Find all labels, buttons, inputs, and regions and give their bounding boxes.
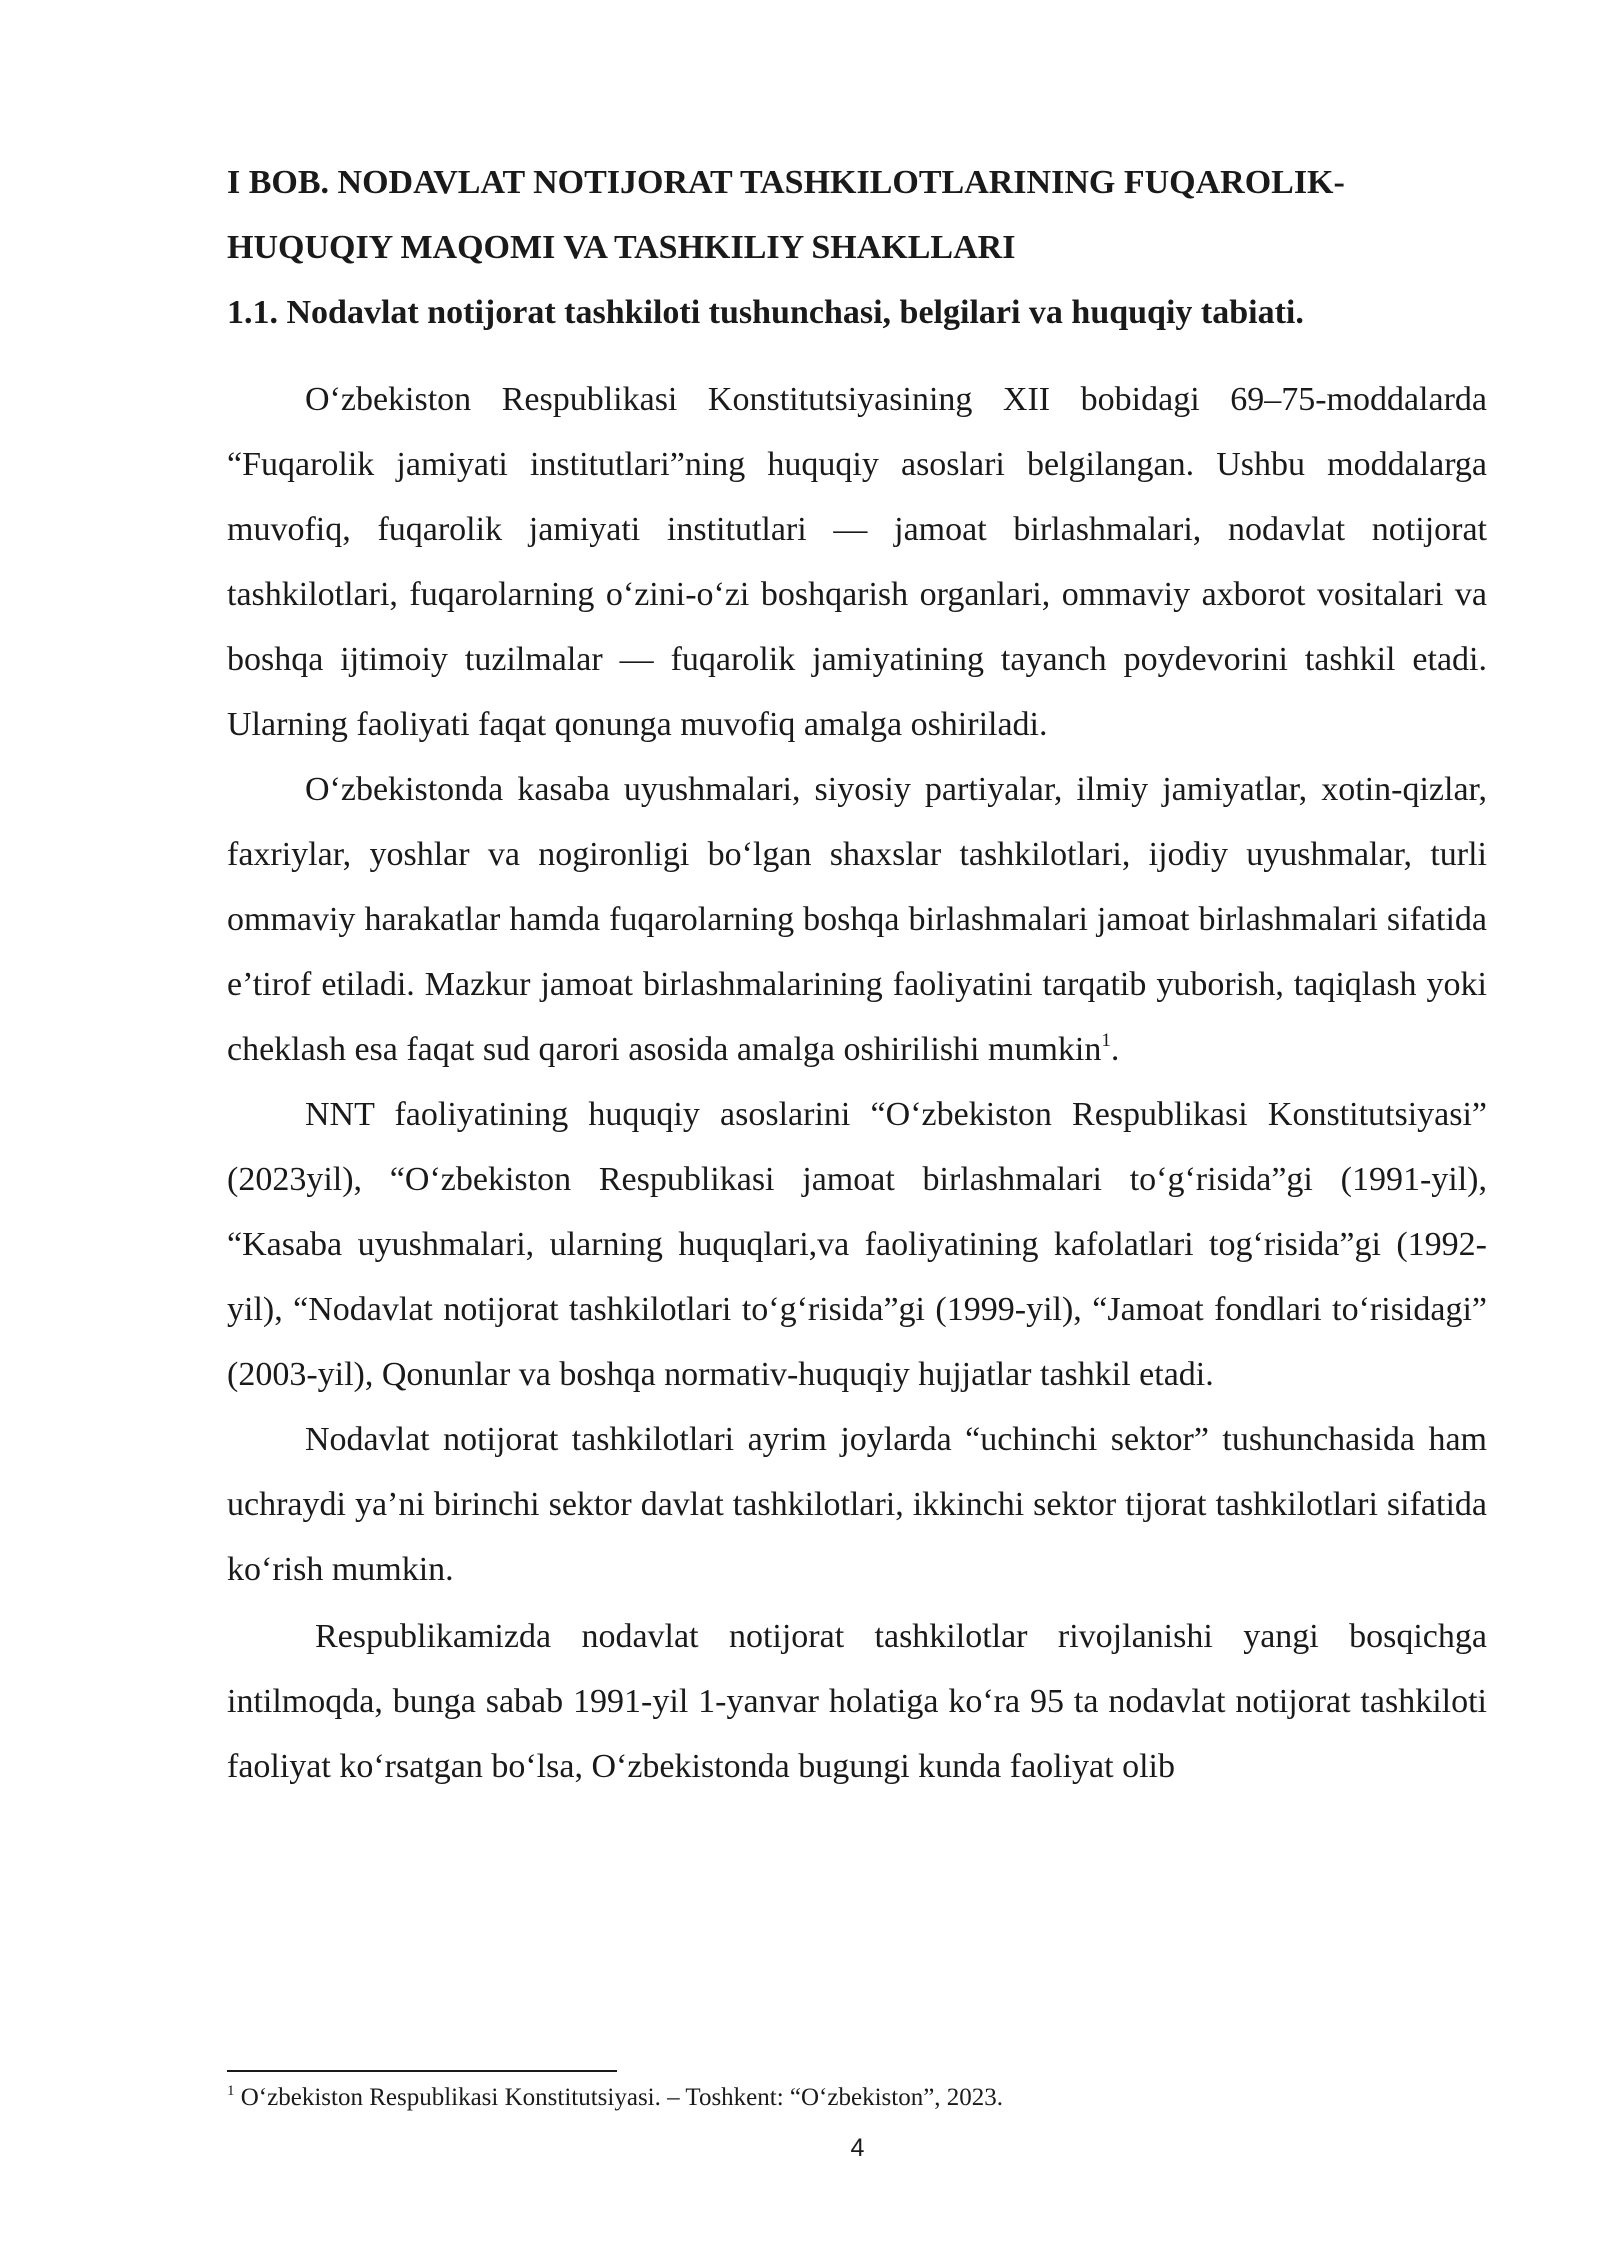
chapter-title: I BOB. NODAVLAT NOTIJORAT TASHKILOTLARINING FUQAROLIK-HUQUQIY MAQOMI VA TASHKILIY SHAKLLARI xyxy=(227,164,1345,266)
page-body xyxy=(227,150,1487,1799)
paragraph-3: NNT faoliyatining huquqiy asoslarini “O‘zbekiston Respublikasi Konstitutsiyasi” (2023yil), “O‘zbekiston Respublikasi jamoat birlashmalari to‘g‘risida”gi (1991-yil), “Kasaba uyushmalari, ularning huquqlari,va faoliyatining kafolatlari tog‘risida”gi (1992-yil), “Nodavlat notijorat tashkilotlari to‘g‘risida”gi (1999-yil), “Jamoat fondlari to‘risidagi” (2003-yil), Qonunlar va boshqa normativ-huquqiy hujjatlar tashkil etadi. xyxy=(227,1096,1487,1393)
paragraph-2 xyxy=(227,757,1487,1082)
section-title: 1.1. Nodavlat notijorat tashkiloti tushunchasi, belgilari va huquqiy tabiati. xyxy=(227,294,1304,331)
paragraph-1: O‘zbekiston Respublikasi Konstitutsiyasining XII bobidagi 69–75-moddalarda “Fuqarolik jamiyati institutlari”ning huquqiy asoslari belgilangan. Ushbu moddalarga muvofiq, fuqarolik jamiyati institutlari — jamoat birlashmalari, nodavlat notijorat tashkilotlari, fuqarolarning o‘zini-o‘zi boshqarish organlari, ommaviy axborot vositalari va boshqa ijtimoiy tuzilmalar — fuqarolik jamiyatining tayanch poydevorini tashkil etadi. Ularning faoliyati faqat qonunga muvofiq amalga oshiriladi. xyxy=(227,381,1487,743)
paragraph-4: Nodavlat notijorat tashkilotlari ayrim joylarda “uchinchi sektor” tushunchasida ham uchraydi ya’ni birinchi sektor davlat tashkilotlari, ikkinchi sektor tijorat tashkilotlari sifatida ko‘rish mumkin. xyxy=(227,1421,1487,1588)
paragraph-5: Respublikamizda nodavlat notijorat tashkilotlar rivojlanishi yangi bosqichga intilmoqda, bunga sabab 1991-yil 1-yanvar holatiga ko‘ra 95 ta nodavlat notijorat tashkiloti faoliyat ko‘rsatgan bo‘lsa, O‘zbekistonda bugungi kunda faoliyat olib xyxy=(227,1618,1487,1785)
footnote-reference[interactable]: 1 xyxy=(1101,1030,1111,1051)
footnote-text: O‘zbekiston Respublikasi Konstitutsiyasi. – Toshkent: “O‘zbekiston”, 2023. xyxy=(234,2084,1004,2111)
paragraph-2-tail: . xyxy=(1110,1031,1120,1068)
page-number: 4 xyxy=(850,2134,865,2162)
paragraph-2-text: O‘zbekistonda kasaba uyushmalari, siyosiy partiyalar, ilmiy jamiyatlar, xotin-qizlar, faxriylar, yoshlar va nogironligi bo‘lgan shaxslar tashkilotlari, ijodiy uyushmalar, turli ommaviy harakatlar hamda fuqarolarning boshqa birlashmalari jamoat birlashmalari sifatida e’tirof etiladi. Mazkur jamoat birlashmalarining faoliyatini tarqatib yuborish, taqiqlash yoki cheklash esa faqat sud qarori asosida amalga oshirilishi mumkin xyxy=(227,771,1487,1068)
footnote xyxy=(227,2080,1487,2116)
footnote-separator xyxy=(227,2070,617,2072)
footnote-number: 1 xyxy=(227,2083,235,2099)
